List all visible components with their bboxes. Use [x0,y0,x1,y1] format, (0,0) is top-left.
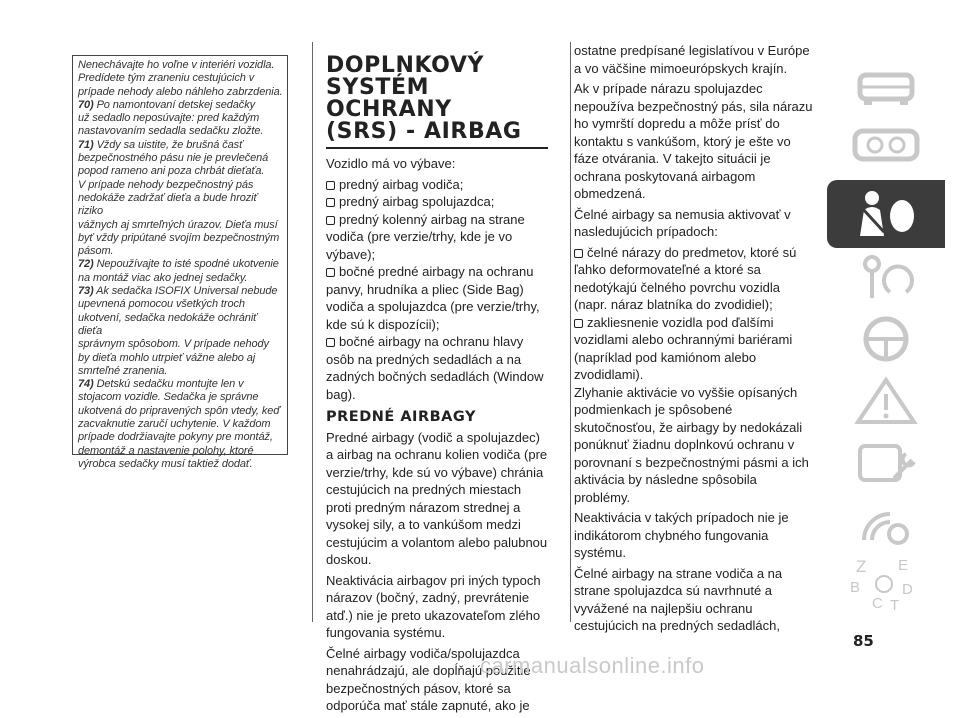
note-text: Ak sedačka ISOFIX Universal nebude [93,285,278,298]
intro-text: Vozidlo má vo výbave: [326,156,456,171]
index-letter: Z [856,557,867,576]
note-text: pásom. [78,245,114,258]
note-line [78,365,283,378]
section-title [326,55,548,149]
note-text: ukotvená do pripravených spôn vtedy, keď [78,404,281,417]
note-text: Vždy sa uistite, že brušná časť [93,138,243,151]
note-line [78,165,283,178]
note-number: 73) [78,285,94,298]
note-line [78,86,283,99]
main-column-left [326,55,548,718]
tab-instruments[interactable] [827,116,945,174]
index-letter: E [898,557,909,574]
note-line [78,112,283,125]
note-line [78,179,283,192]
bullet-item: zakliesnenie vozidla pod ďalšími vozidlami alebo ochrannými bariérami (napríklad pod kamiónom alebo zvodidlami). [574,314,814,384]
note-line [78,378,283,391]
note-number: 72) [78,258,94,271]
tab-starting[interactable] [827,248,945,306]
index-letter: D [902,581,913,598]
note-number: 71) [78,138,94,151]
note-line [78,125,283,138]
note-line [78,219,283,232]
note-line [78,272,283,285]
bullet-item: bočné predné airbagy na ochranu panvy, hrudníka a pliec (Side Bag) vodiča a spolujazdca (pre verzie/trhy, kde sú k dispozícii); [326,263,548,333]
column-divider [570,42,571,622]
note-text: nedokáže zadržať dieťa a bude hroziť riziko [78,191,258,218]
paragraph: Čelné airbagy na strane vodiča a na strane spolujazdca sú navrhnuté a vyvážené na najlepšiu ochranu cestujúcich na predných sedadlách, [574,565,783,633]
note-text: ukotvení, sedačka nedokáže ochrániť dieťa [78,311,257,337]
note-number: 74) [78,378,94,391]
note-text: Po namontovaní detskej sedačky [93,98,255,111]
note-text: správnym spôsobom. V prípade nehody [78,338,269,351]
note-text: smrteľné zranenia. [78,364,168,377]
title-line: SYSTÉM OCHRANY [326,75,452,122]
note-line [78,192,283,219]
note-line [78,245,283,258]
note-text: demontáž a nastavenie polohy, ktoré [78,444,254,457]
satellite-multimedia-icon [854,500,918,550]
bullet-item: predný kolenný airbag na strane vodiča (pre verzie/trhy, kde je vo výbave); [326,211,548,264]
note-text: nastavovaním sedadla sedačku zložte. [78,125,264,138]
car-icon [854,67,918,107]
title-line: (SRS) - AIRBAG [326,119,522,144]
paragraph: Čelné airbagy vodiča/spolujazdca nenahrádzajú, ale dopĺňajú použitie bezpečnostných pásov, ktoré sa odporúča mať stále zapnuté, ako je [326,645,531,713]
note-line [78,285,283,298]
note-line [78,405,283,418]
tab-maintenance[interactable] [827,434,945,492]
main-column-right [574,42,814,638]
note-line [78,431,283,444]
note-line [78,338,283,351]
note-text: by dieťa mohlo utrpieť vážne alebo aj [78,351,256,364]
tab-emergency[interactable] [827,372,945,430]
note-text: Nenechávajte ho voľne v interiéri vozidla. [78,59,275,71]
paragraph: Neaktivácia v takých prípadoch nie je indikátorom chybného fungovania systému. [574,510,789,560]
paragraph: Ak v prípade nárazu spolujazdec nepoužíva bezpečnostný pás, sila nárazu ho vymrští dopredu a môže prísť do kontaktu s vankúšom, ktorý je ešte vo fáze otvárania. V takejto situácii je ochrana poskytovaná airbagom obmedzená. [574,81,813,201]
subheading: PREDNÉ AIRBAGY [326,409,476,425]
paragraph: Predné airbagy (vodič a spolujazdec) a airbag na ochranu kolien vodiča (pre verzie/trhy, kde sú vo výbave) chránia cestujúcich na predných miestach proti predným nárazom strednej a vysokej sily, a to vankúšom medzi cestujúcim a volantom alebo palubnou doskou. [326,429,548,567]
paragraph: Čelné airbagy sa nemusia aktivovať v nasledujúcich prípadoch: [574,206,791,239]
bullet-item: bočné airbagy na ochranu hlavy osôb na predných sedadlách a na zadných bočných sedadlách (Window bag). [326,333,548,403]
note-line [78,99,283,112]
note-text: Detskú sedačku montujte len v [93,378,244,391]
note-text: na montáž viac ako jednej sedačky. [78,271,248,284]
note-text: zacvaknutie zaručí uchytenie. V každom [78,418,271,431]
note-text: vážnych aj smrteľných úrazov. Dieťa musí [78,218,278,231]
watermark: carmanualsonline.info [480,653,705,678]
tab-safety[interactable] [827,180,945,248]
page-number: 85 [853,632,874,650]
note-text: výrobca sedačky musí taktiež dodať. [78,457,253,470]
note-text: už sedadlo neposúvajte: pred každým [78,112,260,125]
bullet-item: čelné nárazy do predmetov, ktoré sú ľahko deformovateľné a ktoré sa nedotýkajú čelného povrchu vozidla (napr. náraz blatníka do zvodidiel); [574,244,814,314]
bullet-item: predný airbag spolujazdca; [326,193,548,211]
seatbelt-airbag-icon [850,188,922,240]
tab-vehicle[interactable] [827,58,945,116]
tab-driving[interactable] [827,310,945,368]
index-letter: B [850,579,861,596]
key-ignition-icon [856,252,916,302]
note-text: V prípade nehody bezpečnostný pás [78,178,254,191]
column-divider [312,42,313,622]
paragraph: Zlyhanie aktivácie vo vyššie opísaných podmienkach je spôsobené skutočnosťou, že airbagy by nedokázali ponúknuť žiadnu doplnkovú ochranu v porovnaní s bezpečnostnými pásmi a ich aktivácia by následne spôsobila problémy. [574,384,809,505]
steering-wheel-icon [858,314,914,364]
alphabetical-index-icon [846,554,926,614]
title-line: DOPLNKOVÝ [326,53,485,78]
note-line [78,72,283,85]
note-line [78,458,283,471]
note-text: Predídete tým zraneniu cestujúcich v [78,72,255,85]
note-line [78,418,283,431]
note-text: bezpečnostného pásu nie je prevlečená [78,152,269,165]
note-line [78,312,283,339]
tab-multimedia[interactable] [827,496,945,554]
note-line [78,352,283,365]
index-letter: C [872,595,883,612]
warning-triangle-icon [854,376,918,426]
note-line [78,59,283,72]
note-line [78,298,283,311]
note-text: popod rameno ani poza chrbát dieťaťa. [78,165,265,178]
warning-notes-box [72,55,288,470]
note-text: prípade nehody alebo náhleho zabrzdenia. [78,85,283,98]
note-number: 70) [78,98,94,111]
paragraph: Neaktivácia airbagov pri iných typoch nárazov (bočný, zadný, prevrátenie atď.) nie je preto ukazovateľom zlého fungovania systému. [326,572,541,640]
service-wrench-icon [854,438,918,488]
index-letter: T [890,597,900,614]
note-text: Nepoužívajte to isté spodné ukotvenie [93,258,279,271]
tab-index[interactable] [827,552,945,616]
note-text: upevnená pomocou všetkých troch [78,298,245,311]
note-line [78,139,283,152]
note-text: stojacom vozidle. Sedačka je správne [78,391,259,404]
note-text: byť vždy pripútané svojím bezpečnostným [78,231,280,244]
note-line [78,258,283,271]
note-text: prípade dodržiavajte pokyny pre montáž, [78,431,273,444]
paragraph: ostatne predpísané legislatívou v Európe a vo väčšine mimoeurópskych krajín. [574,43,810,76]
bullet-item: predný airbag vodiča; [326,176,548,194]
note-line [78,232,283,245]
note-line [78,445,283,458]
note-line [78,391,283,404]
dashboard-gauge-icon [851,125,921,165]
note-line [78,152,283,165]
